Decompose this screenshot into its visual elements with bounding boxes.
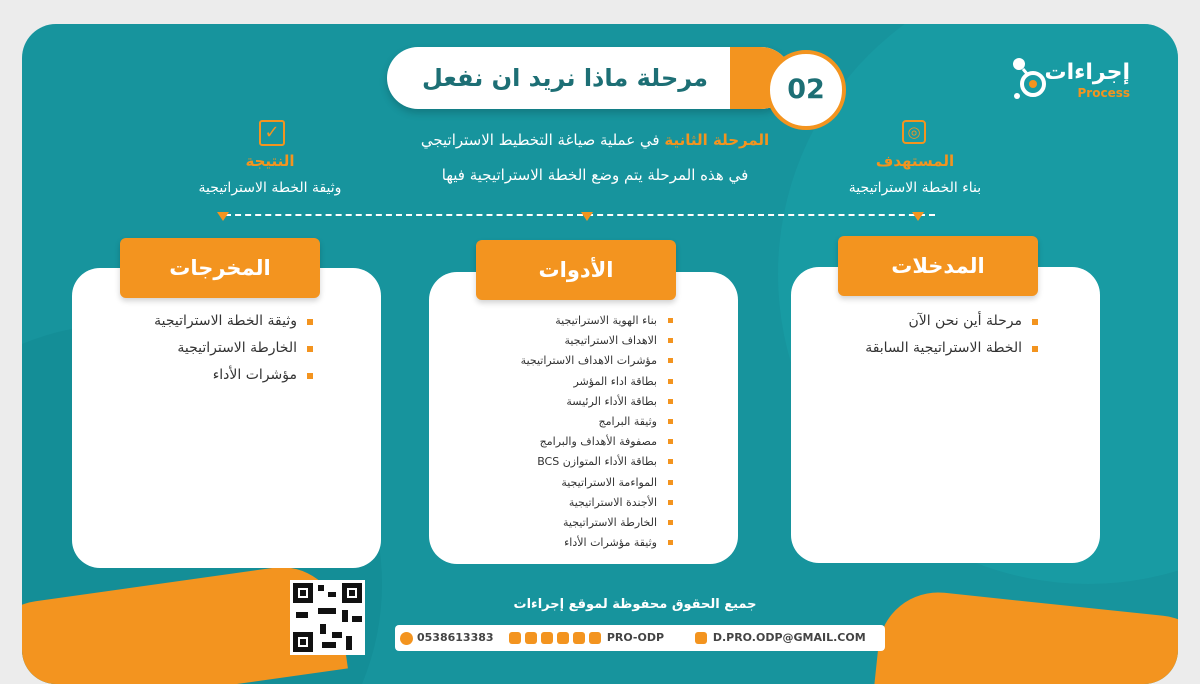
check-icon: ✓ (259, 120, 285, 146)
arrow-down-icon (217, 212, 229, 221)
youtube-icon[interactable] (525, 632, 537, 644)
inputs-title: المدخلات (838, 236, 1038, 296)
phase-number-badge: 02 (766, 50, 846, 130)
list-item: الخطة الاستراتيجية السابقة (830, 335, 1040, 362)
list-item: مصفوفة الأهداف والبرامج (470, 432, 675, 452)
list-item: بطاقة اداء المؤشر (470, 372, 675, 392)
dashed-connector (225, 214, 935, 216)
logo-arabic-text: إجراءات (1044, 60, 1130, 85)
facebook-icon[interactable] (573, 632, 585, 644)
whatsapp-icon (400, 632, 413, 645)
list-item: بناء الهوية الاستراتيجية (470, 311, 675, 331)
phone-contact[interactable] (400, 625, 494, 651)
list-item: الاهداف الاستراتيجية (470, 331, 675, 351)
target-label: المستهدف (875, 152, 955, 170)
inputs-list (830, 308, 1040, 362)
twitter-icon[interactable] (509, 632, 521, 644)
list-item: بطاقة الأداء المتوازن BCS (470, 452, 675, 472)
list-item: الخارطة الاستراتيجية (470, 513, 675, 533)
email-contact[interactable] (693, 625, 866, 651)
email-icon (695, 632, 707, 644)
outputs-title: المخرجات (120, 238, 320, 298)
tools-list (470, 311, 675, 553)
list-item: الخارطة الاستراتيجية (100, 335, 315, 362)
linkedin-icon[interactable] (541, 632, 553, 644)
list-item: مؤشرات الاهداف الاستراتيجية (470, 351, 675, 371)
list-item: الأجندة الاستراتيجية (470, 493, 675, 513)
list-item: وثيقة الخطة الاستراتيجية (100, 308, 315, 335)
contact-bar (395, 625, 885, 651)
target-icon: ◎ (902, 120, 926, 144)
list-item: مؤشرات الأداء (100, 362, 315, 389)
list-item: وثيقة البرامج (470, 412, 675, 432)
phone-number: 0538613383 (417, 631, 494, 644)
social-handle: PRO-ODP (606, 631, 665, 644)
arrow-down-icon (912, 212, 924, 221)
logo-english-text: Process (1077, 86, 1130, 100)
page-title: مرحلة ماذا نريد ان نفعل (421, 64, 709, 92)
outputs-list (100, 308, 315, 389)
intro-highlight: المرحلة الثانية (664, 131, 770, 149)
result-text: وثيقة الخطة الاستراتيجية (198, 180, 342, 196)
arrow-down-icon (581, 212, 593, 221)
list-item: بطاقة الأداء الرئيسة (470, 392, 675, 412)
intro-line-1-rest: في عملية صياغة التخطيط الاستراتيجي (420, 131, 665, 149)
intro-line-2: في هذه المرحلة يتم وضع الخطة الاستراتيجية فيها (441, 166, 749, 184)
email-address: D.PRO.ODP@GMAIL.COM (712, 631, 866, 644)
instagram-icon[interactable] (557, 632, 569, 644)
orange-wave-decoration (873, 587, 1178, 684)
snapchat-icon[interactable] (589, 632, 601, 644)
result-label: النتيجة (245, 152, 295, 170)
social-icons[interactable] (507, 625, 664, 651)
tools-title: الأدوات (476, 240, 676, 300)
qr-code[interactable] (290, 580, 365, 655)
target-text: بناء الخطة الاستراتيجية (848, 180, 982, 196)
list-item: وثيقة مؤشرات الأداء (470, 533, 675, 553)
intro-line-1 (380, 131, 810, 149)
list-item: مرحلة أين نحن الآن (830, 308, 1040, 335)
list-item: المواءمة الاستراتيجية (470, 473, 675, 493)
copyright-text: جميع الحقوق محفوظة لموقع إجراءات (513, 597, 757, 612)
